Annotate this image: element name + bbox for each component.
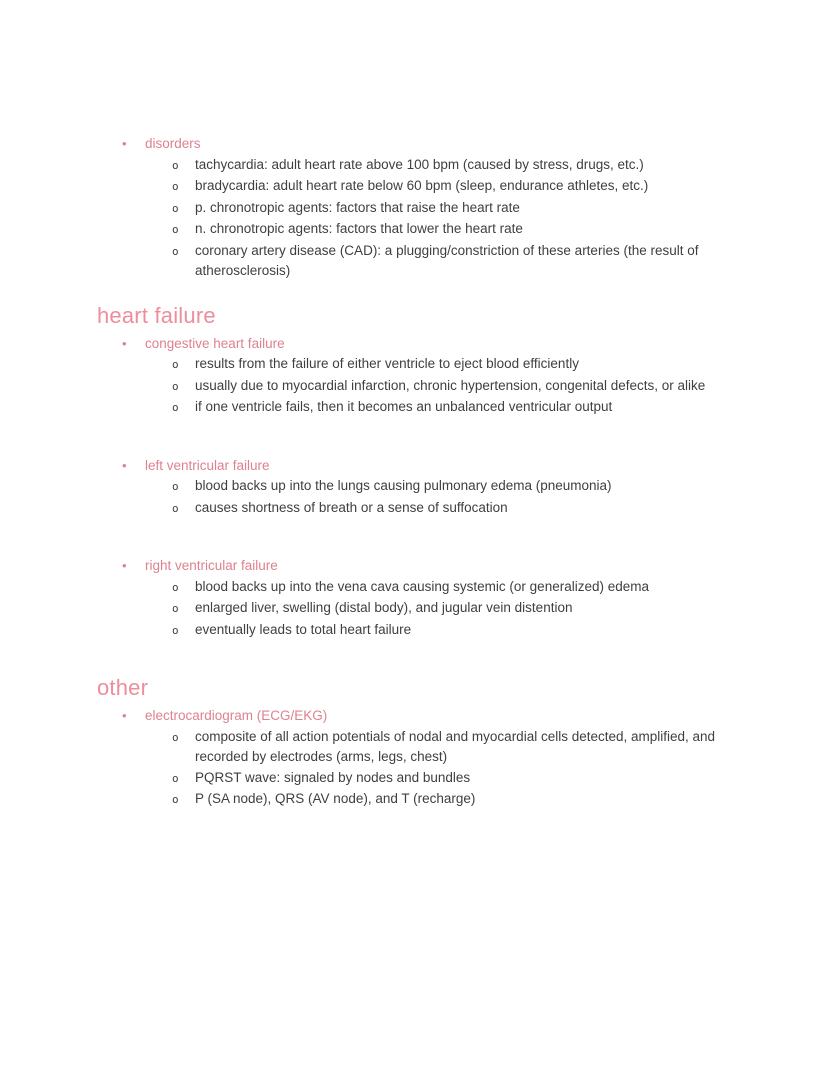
sub-bullet-item xyxy=(172,577,731,599)
sub-bullet-text: bradycardia: adult heart rate below 60 bpm (sleep, endurance athletes, etc.) xyxy=(195,178,649,193)
bullet-icon: • xyxy=(122,708,127,723)
sub-bullet-text: composite of all action potentials of nodal and myocardial cells detected, amplified, and recorded by electrodes (arms, legs, chest) xyxy=(195,728,716,764)
bullet-group xyxy=(97,556,731,641)
sub-bullet-item xyxy=(172,498,731,520)
circle-bullet-icon: o xyxy=(172,480,179,493)
sub-bullet-text: PQRST wave: signaled by nodes and bundles xyxy=(195,769,471,785)
sub-bullet-item xyxy=(172,376,731,398)
sub-bullet-text: P (SA node), QRS (AV node), and T (recharge) xyxy=(195,791,476,806)
circle-bullet-icon: o xyxy=(172,793,179,806)
sub-bullet-item xyxy=(172,476,731,498)
circle-bullet-icon: o xyxy=(172,244,179,258)
sub-bullet-item xyxy=(172,241,731,282)
sub-bullet-item xyxy=(172,198,731,220)
circle-bullet-icon: o xyxy=(172,771,179,785)
bullet-icon: • xyxy=(122,457,127,473)
sub-bullet-item xyxy=(172,354,731,376)
bullet-label: left ventricular failure xyxy=(145,457,270,473)
bullet-label: electrocardiogram (ECG/EKG) xyxy=(145,708,328,723)
bullet-item xyxy=(122,556,731,577)
sub-bullet-text: eventually leads to total heart failure xyxy=(195,621,412,637)
bullet-item xyxy=(122,706,731,727)
bullet-item xyxy=(122,334,731,355)
bullet-item xyxy=(122,456,731,477)
section-heart-failure xyxy=(97,302,731,642)
sub-bullet-item xyxy=(172,727,731,768)
section-heading: heart failure xyxy=(97,302,216,328)
circle-bullet-icon: o xyxy=(172,379,179,393)
circle-bullet-icon: o xyxy=(172,223,179,236)
bullet-icon: • xyxy=(122,136,127,151)
circle-bullet-icon: o xyxy=(172,730,179,744)
sub-bullet-text: results from the failure of either ventricle to eject blood efficiently xyxy=(195,356,579,371)
circle-bullet-icon: o xyxy=(172,580,179,594)
sub-bullet-text: n. chronotropic agents: factors that lower the heart rate xyxy=(195,221,523,236)
bullet-label: right ventricular failure xyxy=(145,558,278,573)
circle-bullet-icon: o xyxy=(172,602,179,615)
sub-bullet-text: blood backs up into the vena cava causing systemic (or generalized) edema xyxy=(195,578,650,594)
sub-bullet-text: if one ventricle fails, then it becomes an unbalanced ventricular output xyxy=(195,399,613,414)
circle-bullet-icon: o xyxy=(172,158,179,172)
sub-bullet-item xyxy=(172,155,731,177)
sub-bullet-text: causes shortness of breath or a sense of suffocation xyxy=(195,499,508,515)
circle-bullet-icon: o xyxy=(172,623,179,637)
bullet-item xyxy=(122,134,731,155)
sub-bullet-item xyxy=(172,620,731,642)
sub-bullet-item xyxy=(172,176,731,198)
bullet-icon: • xyxy=(122,335,127,351)
sub-bullet-text: tachycardia: adult heart rate above 100 bpm (caused by stress, drugs, etc.) xyxy=(195,156,644,172)
sub-bullet-text: enlarged liver, swelling (distal body), and jugular vein distention xyxy=(195,600,573,615)
sub-bullet-item xyxy=(172,768,731,790)
circle-bullet-icon: o xyxy=(172,401,179,414)
circle-bullet-icon: o xyxy=(172,501,179,515)
bullet-group xyxy=(97,134,731,282)
section-disorders xyxy=(97,134,731,282)
circle-bullet-icon: o xyxy=(172,180,179,193)
bullet-label: disorders xyxy=(145,136,201,151)
section-other xyxy=(97,674,731,811)
sub-bullet-text: p. chronotropic agents: factors that raise the heart rate xyxy=(195,199,520,215)
sub-bullet-item xyxy=(172,219,731,241)
bullet-icon: • xyxy=(122,558,127,573)
bullet-group xyxy=(97,334,731,419)
sub-bullet-item xyxy=(172,789,731,811)
circle-bullet-icon: o xyxy=(172,201,179,215)
sub-bullet-text: coronary artery disease (CAD): a plugging/constriction of these arteries (the result of atherosclerosis) xyxy=(195,242,699,278)
section-heading: other xyxy=(97,675,149,700)
sub-bullet-item xyxy=(172,598,731,620)
bullet-group xyxy=(97,456,731,520)
sub-bullet-text: blood backs up into the lungs causing pulmonary edema (pneumonia) xyxy=(195,478,612,493)
bullet-label: congestive heart failure xyxy=(145,335,285,351)
sub-bullet-text: usually due to myocardial infarction, chronic hypertension, congenital defects, or alike xyxy=(195,377,706,393)
circle-bullet-icon: o xyxy=(172,358,179,371)
sub-bullet-item xyxy=(172,397,731,419)
bullet-group xyxy=(97,706,731,811)
